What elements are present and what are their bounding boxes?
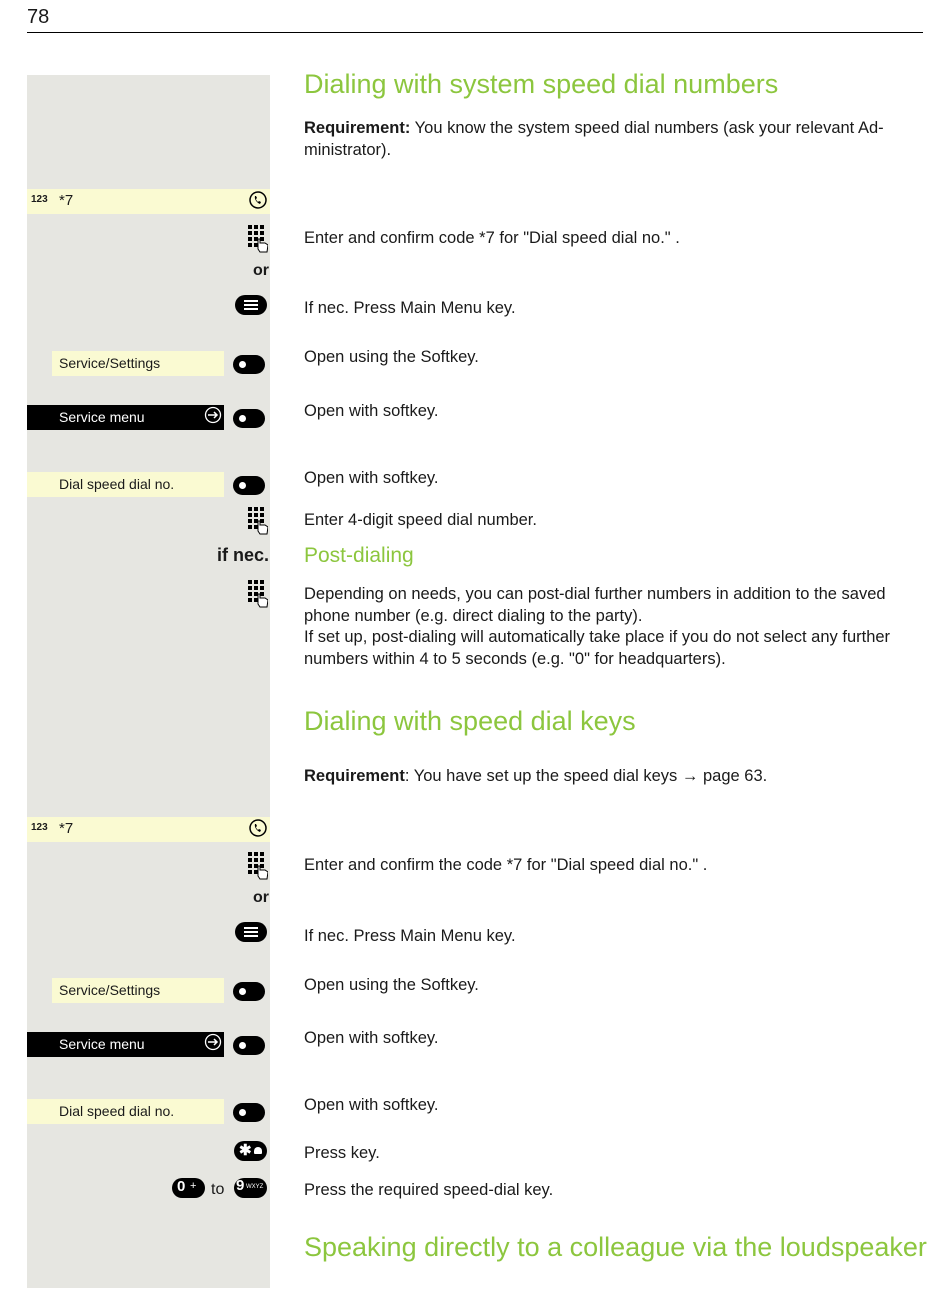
step-open-softkey-1: Open using the Softkey. — [304, 976, 479, 994]
softkey-icon[interactable] — [233, 1036, 265, 1055]
menu-item-service-settings[interactable]: Service/Settings — [52, 351, 224, 376]
requirement-label: Requirement: — [304, 119, 411, 137]
key-nine-button[interactable] — [234, 1178, 267, 1198]
softkey-icon[interactable] — [233, 1103, 265, 1122]
step-open-softkey-3: Open with softkey. — [304, 469, 439, 487]
phone-icon — [248, 818, 268, 838]
star-key-icon[interactable] — [234, 1141, 267, 1161]
key-zero-sub: + — [190, 1180, 197, 1192]
page-number: 78 — [27, 6, 50, 28]
softkey-icon[interactable] — [233, 409, 265, 428]
softkey-icon[interactable] — [233, 982, 265, 1001]
key-nine-sub: WXYZ — [246, 1184, 264, 1190]
or-label: or — [253, 262, 269, 279]
section-title-loudspeaker: Speaking directly to a colleague via the loudspeaker — [304, 1232, 927, 1262]
requirement-text — [304, 766, 926, 788]
post-dialing-title: Post-dialing — [304, 544, 414, 567]
section-title-system-speed-dial: Dialing with system speed dial numbers — [304, 69, 779, 99]
display-code: *7 — [59, 820, 74, 837]
menu-item-service-menu-label: Service menu — [59, 1036, 145, 1052]
key-zero-button[interactable] — [172, 1178, 205, 1198]
step-open-softkey-3: Open with softkey. — [304, 1096, 439, 1114]
step-enter-code: Enter and confirm code *7 for "Dial speed dial no." . — [304, 229, 680, 247]
display-prefix: 123 — [31, 822, 48, 833]
post-dialing-text-2: If set up, post-dialing will automatically take place if you do not select any further numbers within 4 to 5 seconds (e.g. "0" for headquarters). — [304, 628, 891, 668]
menu-item-service-menu[interactable] — [27, 1032, 224, 1057]
post-dialing-text-1: Depending on needs, you can post-dial further numbers in addition to the saved phone number (e.g. direct dialing to the party). — [304, 585, 886, 625]
requirement-label: Requirement — [304, 767, 405, 785]
menu-item-dial-speed-dial[interactable]: Dial speed dial no. — [27, 472, 224, 497]
keypad-icon — [248, 580, 268, 608]
requirement-body: You know the system speed dial numbers (ask your relevant Ad-ministrator). — [304, 119, 884, 159]
step-open-softkey-2: Open with softkey. — [304, 402, 439, 420]
step-enter-4digit: Enter 4-digit speed dial number. — [304, 511, 537, 529]
phone-icon — [248, 190, 268, 210]
section-title-speed-dial-keys: Dialing with speed dial keys — [304, 706, 636, 736]
step-main-menu: If nec. Press Main Menu key. — [304, 927, 516, 945]
or-label: or — [253, 889, 269, 906]
display-code: *7 — [59, 192, 74, 209]
menu-key-icon[interactable] — [235, 922, 267, 942]
requirement-text — [304, 118, 926, 161]
step-main-menu: If nec. Press Main Menu key. — [304, 299, 516, 317]
keypad-icon — [248, 507, 268, 535]
key-zero-digit: 0 — [177, 1178, 186, 1195]
menu-item-service-menu-label: Service menu — [59, 409, 145, 425]
arrow-right-icon — [204, 406, 222, 424]
menu-item-service-settings[interactable]: Service/Settings — [52, 978, 224, 1003]
if-nec-label: if nec. — [216, 545, 269, 565]
key-nine-digit: 9 — [236, 1177, 245, 1194]
menu-key-icon[interactable] — [235, 295, 267, 315]
softkey-icon[interactable] — [233, 355, 265, 374]
arrow-right-icon — [204, 1033, 222, 1051]
bell-icon — [254, 1147, 262, 1154]
phone-display — [27, 189, 270, 214]
step-press-speed-key: Press the required speed-dial key. — [304, 1181, 554, 1199]
to-label: to — [211, 1181, 225, 1198]
requirement-body: : You have set up the speed dial keys → page 63. — [404, 767, 768, 785]
phone-display — [27, 817, 270, 842]
keypad-icon — [248, 852, 268, 880]
step-open-softkey-1: Open using the Softkey. — [304, 348, 479, 366]
display-prefix: 123 — [31, 194, 48, 205]
step-open-softkey-2: Open with softkey. — [304, 1029, 439, 1047]
step-enter-code: Enter and confirm the code *7 for "Dial speed dial no." . — [304, 856, 708, 874]
softkey-icon[interactable] — [233, 476, 265, 495]
step-press-key: Press key. — [304, 1144, 380, 1162]
keypad-icon — [248, 225, 268, 253]
star-key-label: ✱ — [239, 1142, 252, 1159]
header-rule — [27, 32, 923, 33]
menu-item-service-menu[interactable] — [27, 405, 224, 430]
menu-item-dial-speed-dial[interactable]: Dial speed dial no. — [27, 1099, 224, 1124]
